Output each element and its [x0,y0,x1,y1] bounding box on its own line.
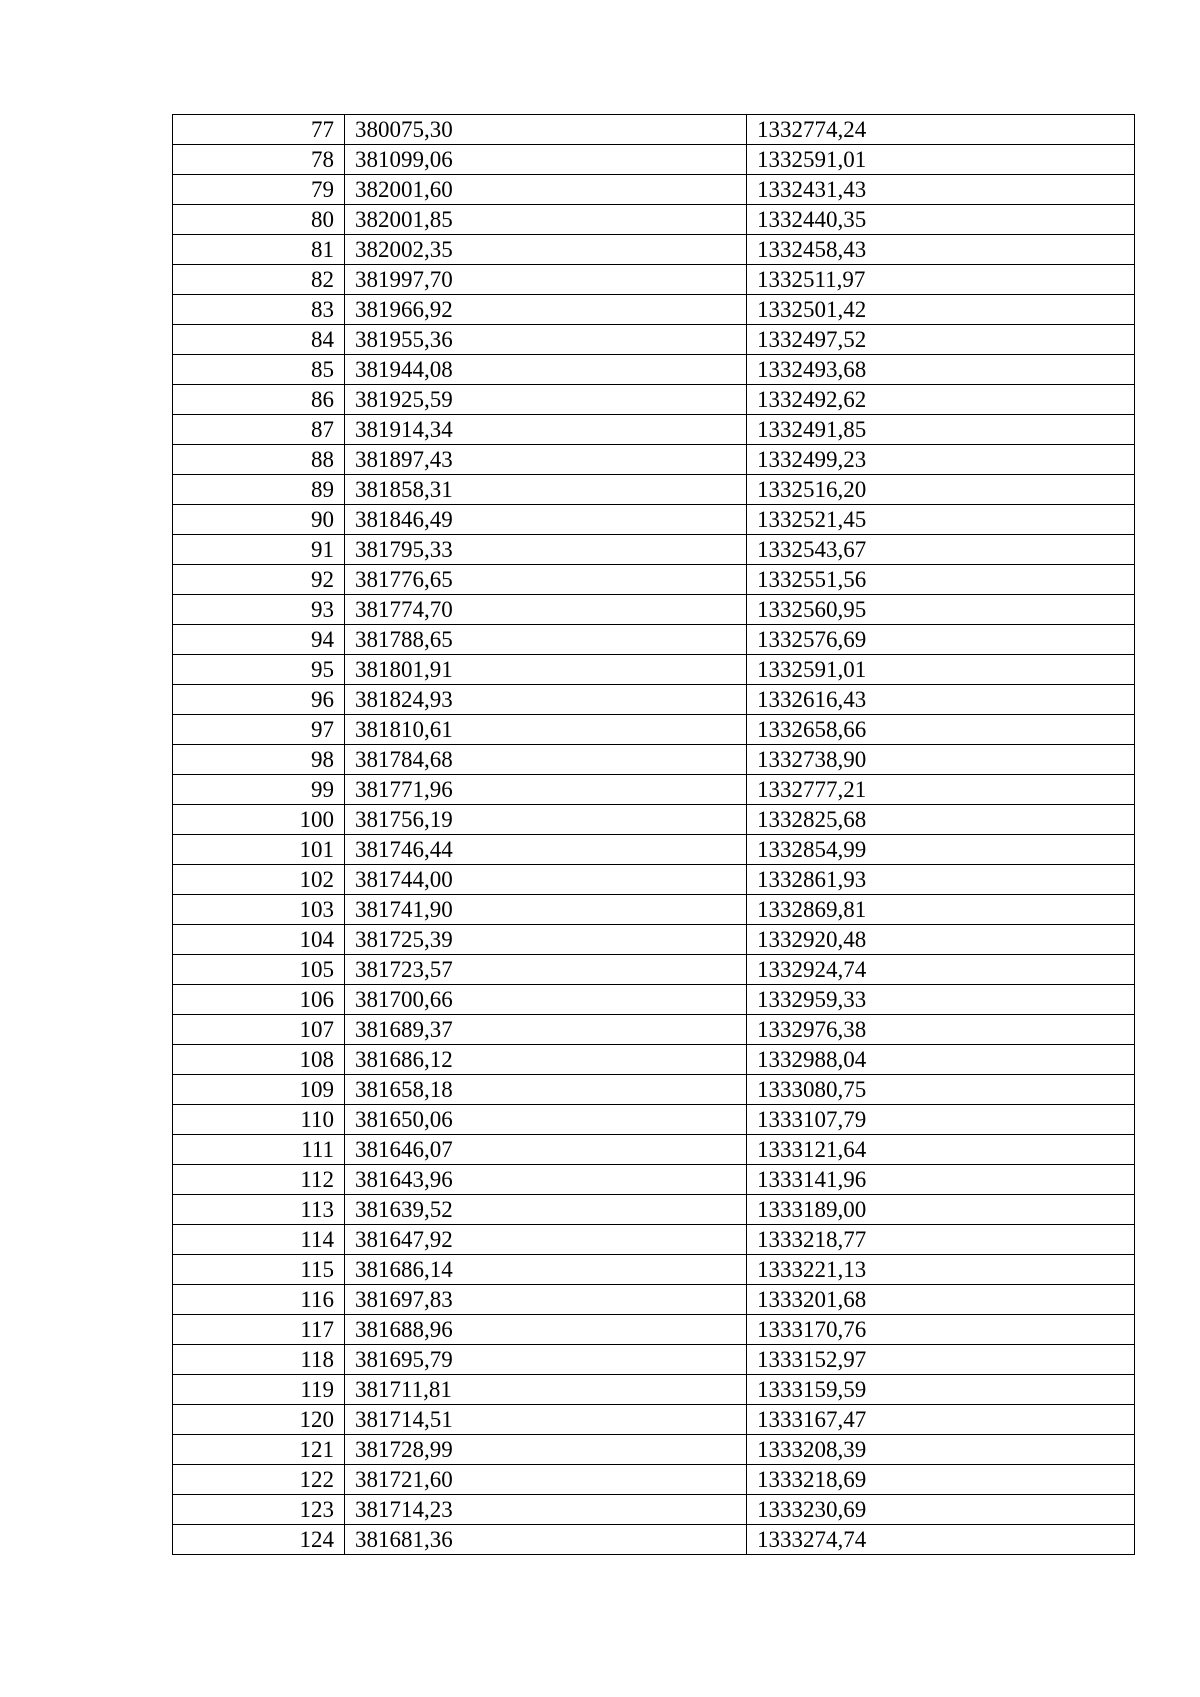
y-coordinate-cell: 1332920,48 [747,925,1135,955]
y-coordinate-cell: 1332777,21 [747,775,1135,805]
table-row [173,1315,1135,1345]
y-coordinate-cell: 1333230,69 [747,1495,1135,1525]
table-row [173,565,1135,595]
x-coordinate-cell: 381784,68 [345,745,747,775]
y-coordinate-cell: 1332493,68 [747,355,1135,385]
point-number-cell: 98 [173,745,345,775]
y-coordinate-cell: 1333107,79 [747,1105,1135,1135]
x-coordinate-cell: 381801,91 [345,655,747,685]
point-number-cell: 81 [173,235,345,265]
point-number-cell: 104 [173,925,345,955]
x-coordinate-cell: 381650,06 [345,1105,747,1135]
point-number-cell: 110 [173,1105,345,1135]
y-coordinate-cell: 1333274,74 [747,1525,1135,1555]
x-coordinate-cell: 381714,23 [345,1495,747,1525]
x-coordinate-cell: 381686,14 [345,1255,747,1285]
y-coordinate-cell: 1332551,56 [747,565,1135,595]
x-coordinate-cell: 381925,59 [345,385,747,415]
x-coordinate-cell: 380075,30 [345,115,747,145]
point-number-cell: 85 [173,355,345,385]
point-number-cell: 103 [173,895,345,925]
y-coordinate-cell: 1333141,96 [747,1165,1135,1195]
table-row [173,1045,1135,1075]
table-row [173,1195,1135,1225]
x-coordinate-cell: 381728,99 [345,1435,747,1465]
table-row [173,715,1135,745]
y-coordinate-cell: 1332774,24 [747,115,1135,145]
table-row [173,985,1135,1015]
point-number-cell: 99 [173,775,345,805]
table-row [173,355,1135,385]
y-coordinate-cell: 1332560,95 [747,595,1135,625]
x-coordinate-cell: 381689,37 [345,1015,747,1045]
x-coordinate-cell: 381774,70 [345,595,747,625]
x-coordinate-cell: 381723,57 [345,955,747,985]
x-coordinate-cell: 381714,51 [345,1405,747,1435]
table-row [173,895,1135,925]
x-coordinate-cell: 381914,34 [345,415,747,445]
y-coordinate-cell: 1332738,90 [747,745,1135,775]
x-coordinate-cell: 381756,19 [345,805,747,835]
table-row [173,1105,1135,1135]
point-number-cell: 106 [173,985,345,1015]
point-number-cell: 123 [173,1495,345,1525]
point-number-cell: 121 [173,1435,345,1465]
table-row [173,1525,1135,1555]
point-number-cell: 80 [173,205,345,235]
x-coordinate-cell: 381711,81 [345,1375,747,1405]
table-row [173,865,1135,895]
y-coordinate-cell: 1332924,74 [747,955,1135,985]
y-coordinate-cell: 1333152,97 [747,1345,1135,1375]
table-row [173,205,1135,235]
point-number-cell: 112 [173,1165,345,1195]
table-row [173,775,1135,805]
x-coordinate-cell: 381695,79 [345,1345,747,1375]
table-row [173,1285,1135,1315]
y-coordinate-cell: 1332825,68 [747,805,1135,835]
x-coordinate-cell: 382001,85 [345,205,747,235]
y-coordinate-cell: 1332591,01 [747,145,1135,175]
point-number-cell: 111 [173,1135,345,1165]
coordinates-table-body [173,115,1135,1555]
y-coordinate-cell: 1332988,04 [747,1045,1135,1075]
point-number-cell: 90 [173,505,345,535]
point-number-cell: 119 [173,1375,345,1405]
x-coordinate-cell: 381681,36 [345,1525,747,1555]
x-coordinate-cell: 381944,08 [345,355,747,385]
point-number-cell: 124 [173,1525,345,1555]
point-number-cell: 118 [173,1345,345,1375]
table-row [173,1075,1135,1105]
y-coordinate-cell: 1332543,67 [747,535,1135,565]
x-coordinate-cell: 381700,66 [345,985,747,1015]
x-coordinate-cell: 381746,44 [345,835,747,865]
y-coordinate-cell: 1332491,85 [747,415,1135,445]
table-row [173,925,1135,955]
y-coordinate-cell: 1333221,13 [747,1255,1135,1285]
table-row [173,745,1135,775]
table-row [173,1255,1135,1285]
y-coordinate-cell: 1332869,81 [747,895,1135,925]
table-row [173,805,1135,835]
table-row [173,595,1135,625]
x-coordinate-cell: 382002,35 [345,235,747,265]
table-row [173,385,1135,415]
point-number-cell: 109 [173,1075,345,1105]
table-row [173,955,1135,985]
x-coordinate-cell: 381858,31 [345,475,747,505]
table-row [173,1375,1135,1405]
point-number-cell: 91 [173,535,345,565]
x-coordinate-cell: 381997,70 [345,265,747,295]
y-coordinate-cell: 1332511,97 [747,265,1135,295]
point-number-cell: 116 [173,1285,345,1315]
table-row [173,325,1135,355]
y-coordinate-cell: 1332440,35 [747,205,1135,235]
x-coordinate-cell: 381771,96 [345,775,747,805]
point-number-cell: 102 [173,865,345,895]
table-row [173,655,1135,685]
y-coordinate-cell: 1332591,01 [747,655,1135,685]
point-number-cell: 117 [173,1315,345,1345]
point-number-cell: 100 [173,805,345,835]
x-coordinate-cell: 382001,60 [345,175,747,205]
y-coordinate-cell: 1332861,93 [747,865,1135,895]
y-coordinate-cell: 1332492,62 [747,385,1135,415]
table-row [173,535,1135,565]
point-number-cell: 97 [173,715,345,745]
point-number-cell: 122 [173,1465,345,1495]
x-coordinate-cell: 381897,43 [345,445,747,475]
x-coordinate-cell: 381643,96 [345,1165,747,1195]
y-coordinate-cell: 1332658,66 [747,715,1135,745]
y-coordinate-cell: 1332501,42 [747,295,1135,325]
point-number-cell: 84 [173,325,345,355]
table-row [173,235,1135,265]
table-row [173,1225,1135,1255]
x-coordinate-cell: 381646,07 [345,1135,747,1165]
point-number-cell: 120 [173,1405,345,1435]
x-coordinate-cell: 381688,96 [345,1315,747,1345]
y-coordinate-cell: 1333170,76 [747,1315,1135,1345]
y-coordinate-cell: 1333218,77 [747,1225,1135,1255]
x-coordinate-cell: 381776,65 [345,565,747,595]
table-row [173,145,1135,175]
point-number-cell: 114 [173,1225,345,1255]
x-coordinate-cell: 381741,90 [345,895,747,925]
table-row [173,115,1135,145]
x-coordinate-cell: 381721,60 [345,1465,747,1495]
table-row [173,625,1135,655]
y-coordinate-cell: 1332521,45 [747,505,1135,535]
table-row [173,1405,1135,1435]
y-coordinate-cell: 1332499,23 [747,445,1135,475]
y-coordinate-cell: 1332431,43 [747,175,1135,205]
point-number-cell: 107 [173,1015,345,1045]
x-coordinate-cell: 381639,52 [345,1195,747,1225]
point-number-cell: 87 [173,415,345,445]
table-row [173,1015,1135,1045]
y-coordinate-cell: 1333201,68 [747,1285,1135,1315]
y-coordinate-cell: 1333218,69 [747,1465,1135,1495]
x-coordinate-cell: 381744,00 [345,865,747,895]
y-coordinate-cell: 1333159,59 [747,1375,1135,1405]
point-number-cell: 96 [173,685,345,715]
point-number-cell: 83 [173,295,345,325]
table-row [173,475,1135,505]
x-coordinate-cell: 381795,33 [345,535,747,565]
point-number-cell: 92 [173,565,345,595]
coordinates-table [172,114,1135,1555]
table-row [173,505,1135,535]
x-coordinate-cell: 381725,39 [345,925,747,955]
y-coordinate-cell: 1332516,20 [747,475,1135,505]
table-row [173,295,1135,325]
x-coordinate-cell: 381824,93 [345,685,747,715]
y-coordinate-cell: 1332458,43 [747,235,1135,265]
point-number-cell: 113 [173,1195,345,1225]
table-row [173,1345,1135,1375]
y-coordinate-cell: 1332854,99 [747,835,1135,865]
y-coordinate-cell: 1333189,00 [747,1195,1135,1225]
x-coordinate-cell: 381846,49 [345,505,747,535]
x-coordinate-cell: 381686,12 [345,1045,747,1075]
table-row [173,1495,1135,1525]
table-row [173,1465,1135,1495]
y-coordinate-cell: 1333167,47 [747,1405,1135,1435]
y-coordinate-cell: 1332576,69 [747,625,1135,655]
x-coordinate-cell: 381788,65 [345,625,747,655]
y-coordinate-cell: 1333208,39 [747,1435,1135,1465]
point-number-cell: 108 [173,1045,345,1075]
y-coordinate-cell: 1333121,64 [747,1135,1135,1165]
y-coordinate-cell: 1332616,43 [747,685,1135,715]
point-number-cell: 94 [173,625,345,655]
point-number-cell: 89 [173,475,345,505]
point-number-cell: 93 [173,595,345,625]
y-coordinate-cell: 1332976,38 [747,1015,1135,1045]
x-coordinate-cell: 381658,18 [345,1075,747,1105]
table-row [173,415,1135,445]
x-coordinate-cell: 381955,36 [345,325,747,355]
x-coordinate-cell: 381697,83 [345,1285,747,1315]
table-row [173,1165,1135,1195]
point-number-cell: 78 [173,145,345,175]
table-row [173,835,1135,865]
point-number-cell: 88 [173,445,345,475]
x-coordinate-cell: 381810,61 [345,715,747,745]
point-number-cell: 77 [173,115,345,145]
x-coordinate-cell: 381966,92 [345,295,747,325]
point-number-cell: 86 [173,385,345,415]
x-coordinate-cell: 381099,06 [345,145,747,175]
point-number-cell: 105 [173,955,345,985]
table-row [173,175,1135,205]
point-number-cell: 79 [173,175,345,205]
table-row [173,1135,1135,1165]
table-row [173,445,1135,475]
point-number-cell: 95 [173,655,345,685]
point-number-cell: 115 [173,1255,345,1285]
point-number-cell: 101 [173,835,345,865]
x-coordinate-cell: 381647,92 [345,1225,747,1255]
table-row [173,1435,1135,1465]
y-coordinate-cell: 1333080,75 [747,1075,1135,1105]
y-coordinate-cell: 1332959,33 [747,985,1135,1015]
table-row [173,265,1135,295]
point-number-cell: 82 [173,265,345,295]
table-row [173,685,1135,715]
y-coordinate-cell: 1332497,52 [747,325,1135,355]
